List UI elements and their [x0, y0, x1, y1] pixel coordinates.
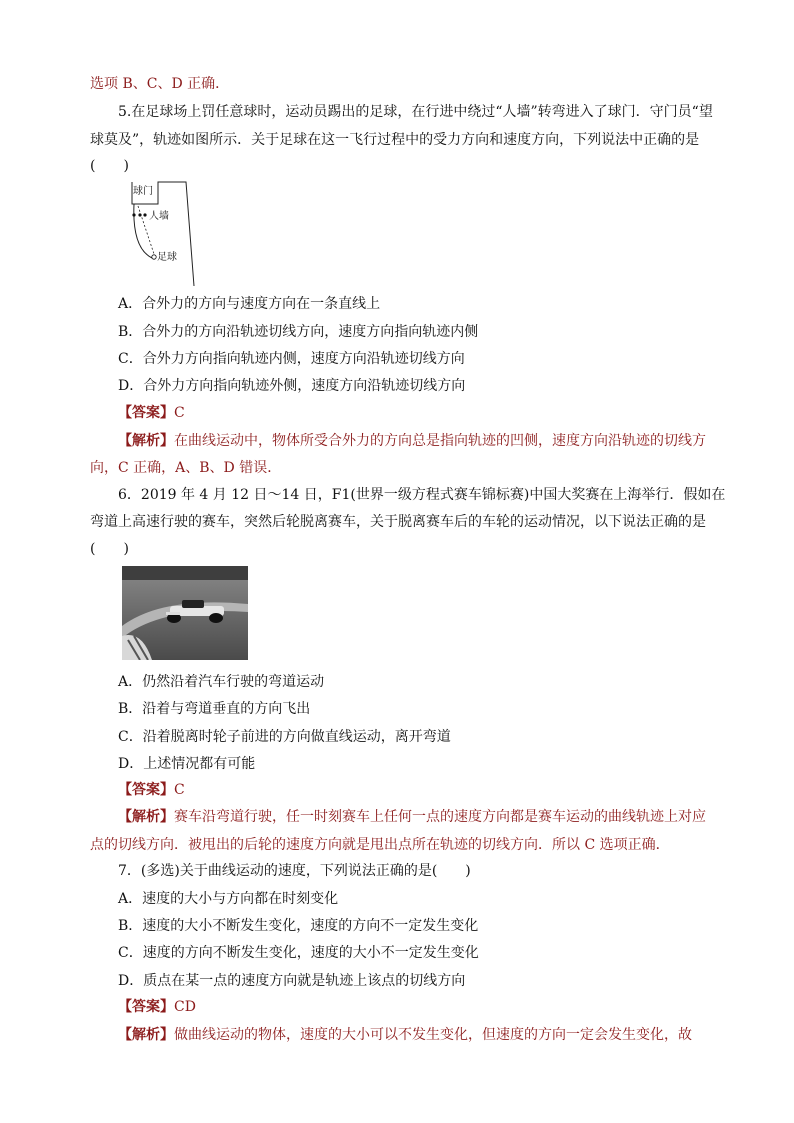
wall-label: 人墙 — [149, 211, 169, 222]
q6-option-b: B．沿着与弯道垂直的方向飞出 — [118, 701, 311, 717]
q6-stem-line3: ( ) — [90, 541, 129, 557]
q5-stem-line1: 5.在足球场上罚任意球时，运动员踢出的足球，在行进中绕过“人墙”转弯进入了球门．守门员“望 — [118, 104, 713, 120]
q5-option-c: C．合外力方向指向轨迹内侧，速度方向沿轨迹切线方向 — [118, 351, 465, 367]
wall-dot — [143, 213, 146, 216]
q5-stem-line2: 球莫及”，轨迹如图所示．关于足球在这一飞行过程中的受力方向和速度方向，下列说法中正确的是 — [90, 132, 700, 148]
q7-option-b: B．速度的大小不断发生变化，速度的方向不一定发生变化 — [118, 918, 479, 934]
q6-option-d: D．上述情况都有可能 — [118, 756, 256, 772]
q6-stem-line2: 弯道上高速行驶的赛车，突然后轮脱离赛车，关于脱离赛车后的车轮的运动情况，以下说法正确的是 — [90, 514, 706, 530]
analysis-tag: 【解析】 — [118, 433, 174, 449]
goal-label: 球门 — [133, 186, 153, 197]
q6-analysis-line1 — [118, 807, 706, 827]
analysis-tag: 【解析】 — [118, 1027, 174, 1043]
q7-option-c: C．速度的方向不断发生变化，速度的大小不一定发生变化 — [118, 945, 479, 961]
q5-option-b: B．合外力的方向沿轨迹切线方向，速度方向指向轨迹内侧 — [118, 324, 479, 340]
q6-option-a: A．仍然沿着汽车行驶的弯道运动 — [118, 674, 325, 690]
answer-value: CD — [174, 999, 196, 1015]
q7-option-d: D．质点在某一点的速度方向就是轨迹上该点的切线方向 — [118, 973, 466, 989]
q5-analysis-line1 — [118, 431, 706, 451]
q7-option-a: A．速度的大小与方向都在时刻变化 — [118, 891, 339, 907]
q5-option-d: D．合外力方向指向轨迹外侧，速度方向沿轨迹切线方向 — [118, 378, 466, 394]
answer-tag: 【答案】 — [118, 782, 174, 798]
q5-analysis-line2: 向，C 正确，A、B、D 错误． — [90, 460, 282, 476]
analysis-text: 在曲线运动中，物体所受合外力的方向总是指向轨迹的凹侧，速度方向沿轨迹的切线方 — [174, 433, 706, 449]
q6-analysis-line2: 点的切线方向．被甩出的后轮的速度方向就是甩出点所在轨迹的切线方向．所以 C 选项正确． — [90, 837, 670, 853]
analysis-tag: 【解析】 — [118, 809, 174, 825]
wall-dot — [132, 213, 135, 216]
race-car-photo — [122, 566, 248, 660]
goal-line — [132, 182, 194, 286]
q6-option-c: C．沿着脱离时轮子前进的方向做直线运动，离开弯道 — [118, 729, 451, 745]
answer-tag: 【答案】 — [118, 999, 174, 1015]
analysis-text: 赛车沿弯道行驶，任一时刻赛车上任何一点的速度方向都是赛车运动的曲线轨迹上对应 — [174, 809, 706, 825]
answer-value: C — [174, 782, 185, 798]
answer-tag: 【答案】 — [118, 405, 174, 421]
q6-stem-line1: 6．2019 年 4 月 12 日～14 日，F1(世界一级方程式赛车锦标赛)中国大奖赛在上海举行．假如在 — [118, 487, 726, 503]
previous-conclusion: 选项 B、C、D 正确． — [90, 76, 230, 92]
wall-dot — [138, 213, 141, 216]
q5-stem-line3: ( ) — [90, 158, 129, 174]
ball-dot — [152, 255, 156, 259]
q7-analysis-line1 — [118, 1025, 692, 1045]
q6-answer — [118, 780, 185, 800]
q5-figure — [118, 178, 208, 288]
q7-stem-line1: 7．(多选)关于曲线运动的速度，下列说法正确的是( ) — [118, 863, 471, 879]
q5-option-a: A．合外力的方向与速度方向在一条直线上 — [118, 296, 381, 312]
analysis-text: 做曲线运动的物体，速度的大小可以不发生变化，但速度的方向一定会发生变化，故 — [174, 1027, 692, 1043]
ball-label: 足球 — [157, 252, 177, 263]
answer-value: C — [174, 405, 185, 421]
q7-answer — [118, 997, 196, 1017]
q5-answer — [118, 403, 185, 423]
